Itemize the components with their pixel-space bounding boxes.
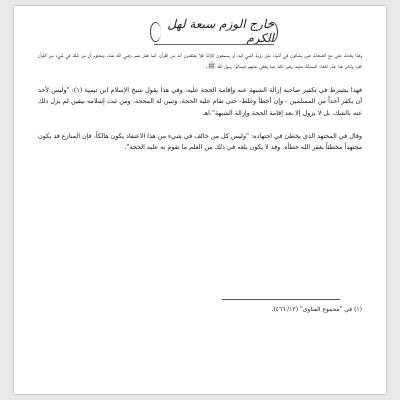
header-underline	[154, 44, 274, 45]
paragraph-2: فهذا يشترط في تكفير صاحبه إزالة الشبهة عنه وإقامة الحجة عليه، وفي هذا يقول شيخ الإسلام ابن تيمية (١): "وليس لأحد أن يكفر أحداً من المسلمين - وإن أخطأ وغلط- حتى تقام عليه الحجة، وتبين له المحجة. ومن ثبت إسلامه بيقين لم يزل ذلك عنه بالشك، بل لا يزول إلا بعد إقامة الحجة وإزالة الشبهة".اهـ	[38, 85, 362, 117]
paragraph-3: وقال في المجتهد الذي يخطئ في اجتهاده: "وليس كل من خالف في شيء من هذا الاعتقاد يكون هالكاً، فإن المنازع قد يكون مجتهداً مخطئاً يغفر الله خطأه. وقد لا يكون بلغه في ذلك من العلم ما تقوم به عليه الحجة".	[38, 132, 362, 152]
document-page	[14, 6, 386, 394]
paragraph-1: وهذا يحدث حتى مع الصحابة حين يشكون في أشياء مثل رؤية النبي لله، أو يسمعون كلامًا فلا يعتقدون أنه من القرآن، كما فعل عمر رضي الله عنه. ومعلوم أن من شك في شيء من القرآن كفر؛ ولكن هذا عذر لخفاء المسألة عليه، وغير ذلك مما يخفى عليهم فيسألوا رسول الله ﷺ.	[38, 51, 362, 71]
body-text	[38, 50, 362, 166]
footnote: (١) في "مجموع الفتاوى" (١٢/ ٤٦٦).	[271, 306, 362, 313]
footnote-separator	[222, 299, 340, 300]
page-header-title: خارج الوزم سبعة لهل الكرم	[154, 18, 274, 44]
